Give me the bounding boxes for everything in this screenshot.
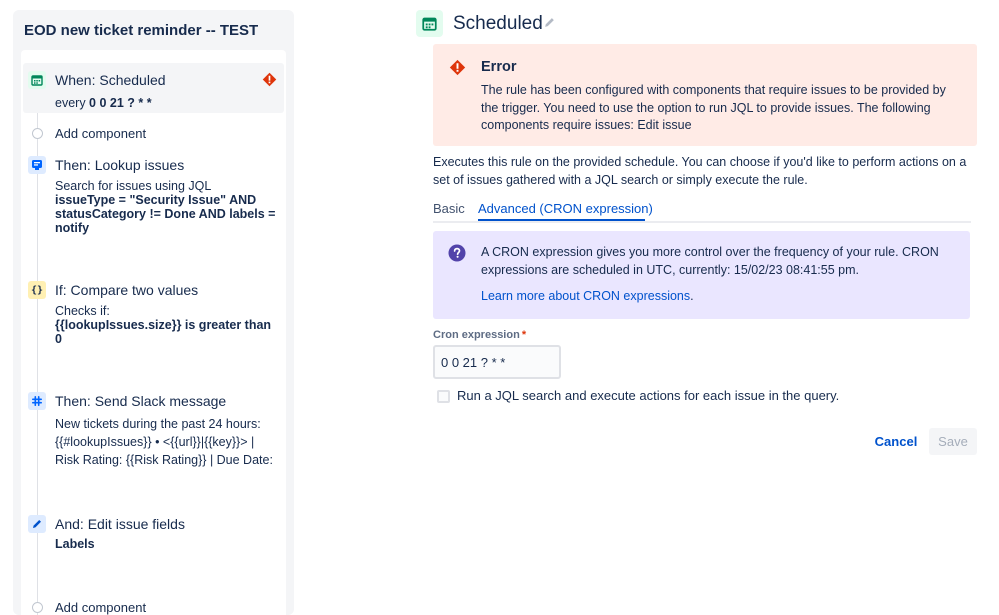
schedule-tabs — [433, 196, 971, 223]
question-icon — [448, 244, 466, 267]
step-lookup-issues[interactable] — [23, 148, 284, 238]
step-desc-value: Labels — [55, 537, 95, 551]
step-desc-value: 0 0 21 ? * * — [89, 96, 152, 110]
step-title: When: Scheduled — [55, 72, 166, 88]
calendar-icon — [28, 71, 46, 89]
add-component-dot-icon — [32, 128, 43, 139]
step-desc-value: issueType = "Security Issue" AND statusCategory != Done AND labels = notify — [55, 193, 276, 235]
step-title: And: Edit issue fields — [55, 516, 185, 532]
add-component-button[interactable] — [23, 597, 284, 615]
cron-info-text: A CRON expression gives you more control over the frequency of your rule. CRON expressions are scheduled in UTC, currently: 15/02/23 08:41:55 pm. — [481, 245, 939, 277]
link-suffix: . — [690, 289, 694, 303]
save-button[interactable]: Save — [929, 428, 977, 455]
step-description — [55, 304, 277, 346]
slack-icon — [28, 392, 46, 410]
add-component-button[interactable] — [23, 123, 284, 145]
step-desc-prefix: Checks if: — [55, 304, 110, 318]
rule-title: EOD new ticket reminder -- TEST — [24, 22, 259, 39]
cron-expression-label — [433, 329, 526, 341]
error-title: Error — [481, 59, 517, 75]
cron-expression-input[interactable] — [433, 345, 561, 379]
error-badge-icon — [262, 72, 277, 87]
step-title: Then: Lookup issues — [55, 157, 185, 173]
step-edit-issue-fields[interactable] — [23, 507, 284, 552]
step-description — [55, 537, 277, 551]
lookup-icon — [28, 156, 46, 174]
trigger-description: Executes this rule on the provided schedule. You can choose if you'd like to perform actions on a set of issues gathered with a JQL search or simply execute the rule. — [433, 155, 967, 187]
step-send-slack[interactable] — [23, 384, 284, 467]
step-desc-prefix: every — [55, 96, 90, 110]
step-desc-prefix: Search for issues using JQL — [55, 179, 212, 193]
cancel-button[interactable]: Cancel — [870, 428, 922, 455]
rule-panel — [13, 10, 294, 615]
jql-search-label[interactable]: Run a JQL search and execute actions for each issue in the query. — [457, 388, 840, 403]
cron-label-text: Cron expression — [433, 329, 520, 341]
error-text: The rule has been configured with components that require issues to be provided by the trigger. You need to use the option to run JQL to provide issues. The following components require issues: Edit issue — [481, 83, 946, 132]
step-title: Then: Send Slack message — [55, 393, 227, 409]
step-description: New tickets during the past 24 hours: {{#lookupIssues}} • <{{url}}|{{key}}> | Risk Rating: {{Risk Rating}} | Due Date: — [55, 417, 273, 467]
step-desc-value: {{lookupIssues.size}} is greater than 0 — [55, 318, 272, 346]
add-component-dot-icon — [32, 602, 43, 613]
braces-icon: {} — [28, 281, 46, 299]
cron-info-link-row — [481, 289, 694, 303]
step-description — [55, 96, 277, 110]
tab-advanced-cron[interactable]: Advanced (CRON expression) — [478, 201, 653, 216]
component-title: Scheduled — [453, 13, 543, 34]
error-message-panel — [433, 44, 977, 146]
tab-basic[interactable]: Basic — [433, 201, 465, 216]
step-when-scheduled[interactable] — [23, 63, 284, 113]
cron-info-panel — [433, 231, 970, 319]
calendar-icon — [416, 10, 443, 37]
edit-pencil-icon[interactable] — [543, 16, 556, 34]
step-title: If: Compare two values — [55, 282, 199, 298]
pencil-icon — [28, 515, 46, 533]
active-tab-indicator — [478, 219, 645, 221]
step-description — [55, 179, 277, 235]
rule-step-list — [21, 50, 286, 615]
add-component-label: Add component — [55, 600, 147, 615]
add-component-label: Add component — [55, 126, 147, 141]
required-marker: * — [521, 329, 527, 341]
jql-search-checkbox[interactable] — [437, 390, 450, 403]
error-icon — [449, 59, 466, 81]
step-compare-values[interactable] — [23, 273, 284, 346]
learn-more-cron-link[interactable]: Learn more about CRON expressions — [481, 289, 691, 303]
